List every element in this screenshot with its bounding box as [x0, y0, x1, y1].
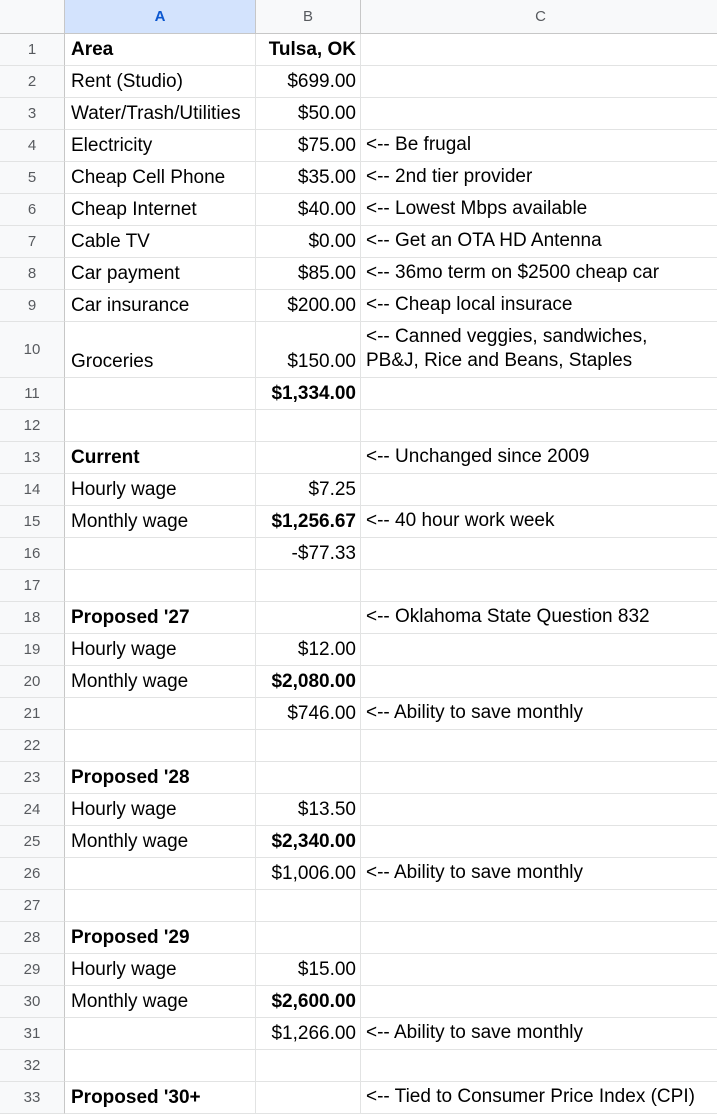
cell-b[interactable]: $13.50 — [256, 794, 361, 826]
cell-c[interactable] — [361, 378, 717, 410]
row-header[interactable]: 4 — [0, 130, 65, 162]
cell-b[interactable] — [256, 1050, 361, 1082]
cell-b[interactable] — [256, 410, 361, 442]
cell-a[interactable] — [65, 378, 256, 410]
cell-b[interactable]: $40.00 — [256, 194, 361, 226]
cell-b[interactable]: $2,080.00 — [256, 666, 361, 698]
row-header[interactable]: 9 — [0, 290, 65, 322]
cell-a[interactable] — [65, 538, 256, 570]
row-header[interactable]: 32 — [0, 1050, 65, 1082]
cell-a[interactable]: Hourly wage — [65, 474, 256, 506]
cell-c[interactable] — [361, 922, 717, 954]
cell-c[interactable] — [361, 1050, 717, 1082]
row-header[interactable]: 1 — [0, 34, 65, 66]
row-header[interactable]: 28 — [0, 922, 65, 954]
row-header[interactable]: 5 — [0, 162, 65, 194]
cell-b[interactable]: $85.00 — [256, 258, 361, 290]
cell-c[interactable] — [361, 634, 717, 666]
cell-a[interactable] — [65, 410, 256, 442]
cell-a[interactable]: Hourly wage — [65, 794, 256, 826]
cell-b[interactable] — [256, 922, 361, 954]
cell-b[interactable]: $2,340.00 — [256, 826, 361, 858]
cell-c[interactable]: <-- Canned veggies, sandwiches, PB&J, Rice and Beans, Staples — [361, 322, 717, 378]
cell-c[interactable] — [361, 474, 717, 506]
cell-c[interactable]: <-- 40 hour work week — [361, 506, 717, 538]
column-header-a[interactable]: A — [65, 0, 256, 34]
cell-c[interactable] — [361, 34, 717, 66]
cell-a[interactable]: Monthly wage — [65, 826, 256, 858]
cell-c[interactable] — [361, 666, 717, 698]
cell-c[interactable] — [361, 66, 717, 98]
cell-a[interactable]: Monthly wage — [65, 506, 256, 538]
cell-b[interactable]: $0.00 — [256, 226, 361, 258]
cell-a[interactable] — [65, 858, 256, 890]
cell-c[interactable]: <-- Oklahoma State Question 832 — [361, 602, 717, 634]
cell-a[interactable] — [65, 570, 256, 602]
cell-b[interactable]: $12.00 — [256, 634, 361, 666]
cell-b[interactable]: $699.00 — [256, 66, 361, 98]
cell-c[interactable] — [361, 730, 717, 762]
row-header[interactable]: 30 — [0, 986, 65, 1018]
cell-c[interactable]: <-- 36mo term on $2500 cheap car — [361, 258, 717, 290]
cell-a[interactable] — [65, 890, 256, 922]
row-header[interactable]: 25 — [0, 826, 65, 858]
cell-b[interactable]: Tulsa, OK — [256, 34, 361, 66]
cell-c[interactable] — [361, 986, 717, 1018]
row-header[interactable]: 29 — [0, 954, 65, 986]
row-header[interactable]: 21 — [0, 698, 65, 730]
cell-c[interactable]: <-- Ability to save monthly — [361, 858, 717, 890]
cell-b[interactable]: $1,256.67 — [256, 506, 361, 538]
cell-a[interactable]: Electricity — [65, 130, 256, 162]
cell-a[interactable]: Monthly wage — [65, 666, 256, 698]
cell-c[interactable]: <-- Ability to save monthly — [361, 698, 717, 730]
cell-c[interactable]: <-- Get an OTA HD Antenna — [361, 226, 717, 258]
column-header-b[interactable]: B — [256, 0, 361, 34]
cell-b[interactable] — [256, 762, 361, 794]
cell-b[interactable]: $150.00 — [256, 322, 361, 378]
cell-b[interactable] — [256, 570, 361, 602]
row-header[interactable]: 22 — [0, 730, 65, 762]
cell-b[interactable]: $1,266.00 — [256, 1018, 361, 1050]
row-header[interactable]: 3 — [0, 98, 65, 130]
cell-b[interactable]: $50.00 — [256, 98, 361, 130]
cell-a[interactable]: Proposed '30+ — [65, 1082, 256, 1114]
column-header-c[interactable]: C — [361, 0, 717, 34]
select-all-corner[interactable] — [0, 0, 65, 34]
cell-b[interactable]: $1,006.00 — [256, 858, 361, 890]
row-header[interactable]: 26 — [0, 858, 65, 890]
cell-c[interactable] — [361, 762, 717, 794]
row-header[interactable]: 7 — [0, 226, 65, 258]
cell-c[interactable] — [361, 826, 717, 858]
cell-a[interactable]: Car payment — [65, 258, 256, 290]
cell-b[interactable] — [256, 602, 361, 634]
cell-c[interactable] — [361, 98, 717, 130]
cell-b[interactable]: $7.25 — [256, 474, 361, 506]
cell-a[interactable]: Area — [65, 34, 256, 66]
cell-c[interactable]: <-- 2nd tier provider — [361, 162, 717, 194]
cell-a[interactable]: Proposed '29 — [65, 922, 256, 954]
cell-b[interactable]: -$77.33 — [256, 538, 361, 570]
cell-c[interactable]: <-- Ability to save monthly — [361, 1018, 717, 1050]
row-header[interactable]: 10 — [0, 322, 65, 378]
cell-c[interactable]: <-- Tied to Consumer Price Index (CPI) — [361, 1082, 717, 1114]
row-header[interactable]: 20 — [0, 666, 65, 698]
cell-a[interactable]: Proposed '27 — [65, 602, 256, 634]
cell-c[interactable] — [361, 794, 717, 826]
cell-b[interactable]: $1,334.00 — [256, 378, 361, 410]
cell-b[interactable] — [256, 442, 361, 474]
row-header[interactable]: 12 — [0, 410, 65, 442]
cell-a[interactable]: Car insurance — [65, 290, 256, 322]
cell-b[interactable] — [256, 890, 361, 922]
cell-c[interactable]: <-- Lowest Mbps available — [361, 194, 717, 226]
cell-a[interactable]: Proposed '28 — [65, 762, 256, 794]
cell-a[interactable]: Hourly wage — [65, 954, 256, 986]
cell-b[interactable]: $15.00 — [256, 954, 361, 986]
row-header[interactable]: 24 — [0, 794, 65, 826]
cell-b[interactable]: $200.00 — [256, 290, 361, 322]
cell-a[interactable]: Cheap Cell Phone — [65, 162, 256, 194]
cell-c[interactable] — [361, 954, 717, 986]
row-header[interactable]: 6 — [0, 194, 65, 226]
cell-a[interactable]: Hourly wage — [65, 634, 256, 666]
cell-a[interactable]: Monthly wage — [65, 986, 256, 1018]
cell-a[interactable] — [65, 1050, 256, 1082]
row-header[interactable]: 23 — [0, 762, 65, 794]
cell-a[interactable]: Rent (Studio) — [65, 66, 256, 98]
row-header[interactable]: 8 — [0, 258, 65, 290]
row-header[interactable]: 19 — [0, 634, 65, 666]
row-header[interactable]: 11 — [0, 378, 65, 410]
cell-c[interactable] — [361, 570, 717, 602]
cell-b[interactable]: $75.00 — [256, 130, 361, 162]
cell-b[interactable]: $746.00 — [256, 698, 361, 730]
row-header[interactable]: 18 — [0, 602, 65, 634]
row-header[interactable]: 13 — [0, 442, 65, 474]
row-header[interactable]: 33 — [0, 1082, 65, 1114]
row-header[interactable]: 2 — [0, 66, 65, 98]
cell-c[interactable] — [361, 410, 717, 442]
cell-a[interactable]: Water/Trash/Utilities — [65, 98, 256, 130]
row-header[interactable]: 14 — [0, 474, 65, 506]
cell-b[interactable] — [256, 730, 361, 762]
cell-c[interactable]: <-- Cheap local insurace — [361, 290, 717, 322]
cell-a[interactable]: Groceries — [65, 322, 256, 378]
cell-c[interactable] — [361, 890, 717, 922]
cell-c[interactable]: <-- Unchanged since 2009 — [361, 442, 717, 474]
cell-a[interactable] — [65, 698, 256, 730]
row-header[interactable]: 17 — [0, 570, 65, 602]
cell-a[interactable]: Cheap Internet — [65, 194, 256, 226]
row-header[interactable]: 31 — [0, 1018, 65, 1050]
cell-a[interactable] — [65, 730, 256, 762]
cell-b[interactable]: $35.00 — [256, 162, 361, 194]
row-header[interactable]: 16 — [0, 538, 65, 570]
cell-b[interactable] — [256, 1082, 361, 1114]
cell-c[interactable] — [361, 538, 717, 570]
row-header[interactable]: 27 — [0, 890, 65, 922]
cell-a[interactable]: Current — [65, 442, 256, 474]
cell-a[interactable]: Cable TV — [65, 226, 256, 258]
cell-b[interactable]: $2,600.00 — [256, 986, 361, 1018]
row-header[interactable]: 15 — [0, 506, 65, 538]
cell-c[interactable]: <-- Be frugal — [361, 130, 717, 162]
cell-a[interactable] — [65, 1018, 256, 1050]
